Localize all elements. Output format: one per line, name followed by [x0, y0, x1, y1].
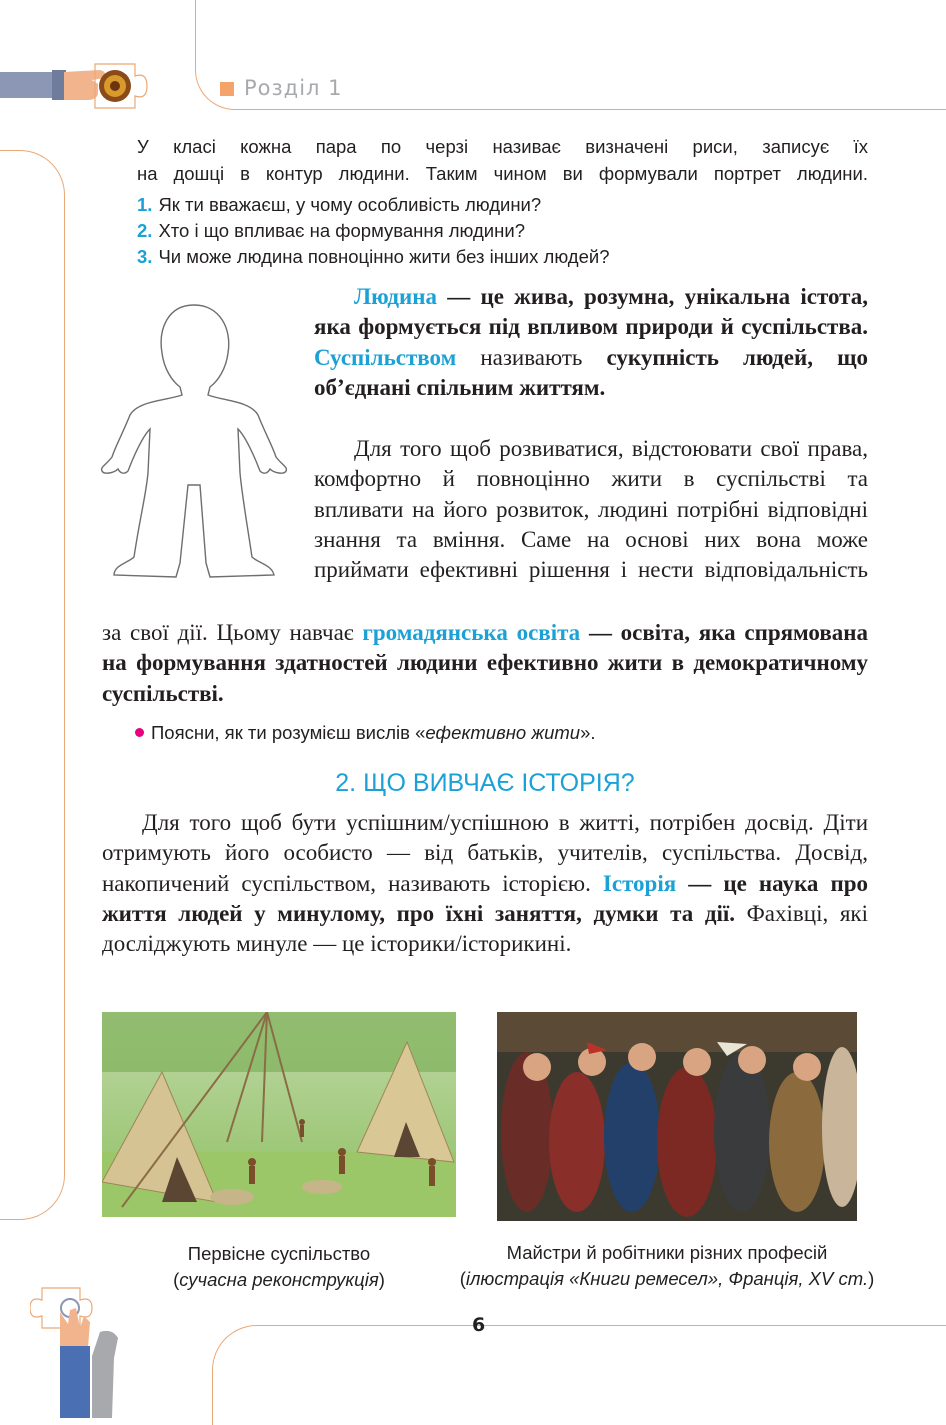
intro-line-2: на дошці в контур людини. Таким чином ви формували портрет людини.	[137, 163, 868, 184]
definition-paragraph: Людина — це жива, розумна, унікальна істота, яка формується під впливом природи й суспільства. Суспільством називають сукупність людей, що об’єднані спільним життям.	[314, 284, 868, 400]
civic-education-paragraph: за свої дії. Цьому навчає громадянська освіта — освіта, яка спрямована на формування здатностей людини ефективно жити в демократичному суспільстві.	[102, 620, 869, 706]
intro-line-1: У класі кожна пара по черзі називає визначені риси, записує їх	[137, 136, 868, 157]
page-number-line	[510, 1325, 946, 1326]
question-3: 3. Чи може людина повноцінно жити без інших людей?	[137, 246, 610, 267]
page-frame-bottom	[212, 1325, 946, 1425]
question-1: 1. Як ти вважаєш, у чому особливість людини?	[137, 194, 542, 215]
figure-2-caption: Майстри й робітники різних професій (ілюстрація «Книги ремесел», Франція, XV ст.)	[459, 1242, 875, 1289]
page-number: 6	[472, 1314, 486, 1336]
human-outline-icon	[98, 295, 298, 590]
page-frame-left	[0, 150, 65, 1220]
primitive-society-image	[102, 1012, 456, 1217]
hand-puzzle-icon	[0, 60, 160, 120]
section-label: Розділ 1	[220, 76, 343, 100]
task-bullet: Поясни, як ти розумієш вислів «ефективно жити».	[135, 719, 596, 746]
section-square-icon	[220, 82, 234, 96]
raised-hands-icon	[30, 1278, 130, 1418]
craftsmen-illustration-image	[497, 1012, 857, 1221]
question-2: 2. Хто і що впливає на формування людини?	[137, 220, 525, 241]
bullet-dot-icon	[135, 728, 144, 737]
figure-1-caption: Первісне суспільство (сучасна реконструкція)	[173, 1243, 385, 1290]
history-paragraph: Для того щоб бути успішним/успішною в житті, потрібен досвід. Діти отримують його особисто — від батьків, учителів, суспільства. Досвід, накопичений суспільством, називають історією. Історія — це наука про життя людей у минулому, про їхні заняття, думки та дії. Фахівці, які досліджують минуле — це історики/історикині.	[102, 810, 868, 957]
section-heading: 2. ЩО ВИВЧАЄ ІСТОРІЯ?	[335, 769, 635, 797]
knowledge-paragraph: Для того щоб розвиватися, відстоювати свої права, комфортно й повноцінно жити в суспільстві та впливати на його розвиток, людині потрібні відповідні знання та вміння. Саме на основі них вона може приймати ефективні рішення і нести відповідальність	[314, 436, 868, 583]
